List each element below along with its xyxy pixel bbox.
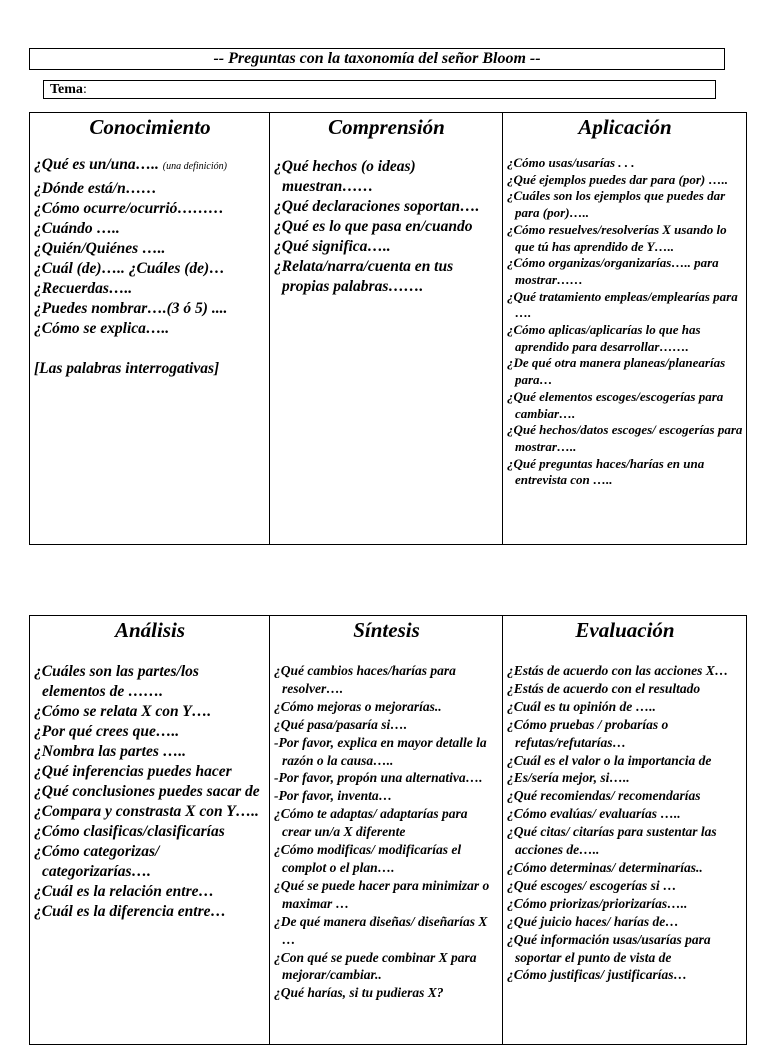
list-evaluacion bbox=[507, 662, 743, 984]
taxonomy-table-top bbox=[29, 112, 747, 545]
heading-comprension: Comprensión bbox=[328, 115, 445, 139]
list-item: ¿Cómo te adaptas/ adaptarías para crear un/a X diferente bbox=[274, 806, 468, 840]
cell-analisis bbox=[30, 616, 270, 1045]
list-item: ¿Cuál es la relación entre… bbox=[34, 883, 214, 900]
cell-conocimiento bbox=[30, 113, 270, 545]
list-item: ¿Qué pasa/pasaría si…. bbox=[274, 716, 408, 732]
list-item: ¿Qué declaraciones soportan…. bbox=[274, 198, 480, 215]
list-item: ¿Cómo resuelves/resolverías X usando lo que tú has aprendido de Y….. bbox=[507, 221, 727, 254]
list-item: ¿Cómo modificas/ modificarías el complot o el plan…. bbox=[274, 842, 462, 875]
list-item: ¿Cómo aplicas/aplicarías lo que has aprendido para desarrollar……. bbox=[507, 322, 701, 354]
list-item: ¿Cómo justificas/ justificarías… bbox=[507, 967, 688, 983]
list-item: ¿Cómo categorizas/ categorizarías…. bbox=[34, 843, 160, 880]
list-item: ¿Cómo determinas/ determinarías.. bbox=[507, 859, 703, 875]
list-item: ¿Qué elementos escoges/escogerías para cambiar…. bbox=[507, 388, 724, 421]
cell-evaluacion bbox=[503, 616, 747, 1045]
cell-aplicacion bbox=[503, 113, 747, 545]
list-item: ¿Es/sería mejor, si….. bbox=[507, 770, 630, 786]
tema-field[interactable] bbox=[43, 80, 716, 99]
heading-sintesis: Síntesis bbox=[353, 618, 420, 642]
list-item: ¿Qué es un/una….. (una definición) bbox=[34, 156, 227, 173]
list-item: ¿Puedes nombrar….(3 ó 5) .... bbox=[34, 300, 228, 317]
list-item: ¿Cuál (de)….. ¿Cuáles (de)… bbox=[34, 260, 225, 277]
list-item: ¿Qué escoges/ escogerías si … bbox=[507, 877, 677, 893]
list-item: ¿Qué preguntas haces/harías en una entrevista con ….. bbox=[507, 455, 705, 488]
cell-sintesis bbox=[270, 616, 503, 1045]
list-item: ¿Qué información usas/usarías para soportar el punto de vista de bbox=[507, 931, 711, 965]
document-title: -- Preguntas con la taxonomía del señor Bloom -- bbox=[29, 48, 725, 70]
list-item: ¿Cómo ocurre/ocurrió……… bbox=[34, 200, 224, 217]
tema-colon: : bbox=[82, 82, 87, 97]
list-item: ¿Cuál es tu opinión de ….. bbox=[507, 698, 656, 714]
list-item: ¿Nombra las partes ….. bbox=[34, 743, 186, 760]
list-item: ¿Cómo usas/usarías . . . bbox=[507, 155, 635, 170]
taxonomy-table-bottom bbox=[29, 615, 747, 1045]
list-item: ¿Cuál es la diferencia entre… bbox=[34, 903, 227, 920]
list-item: ¿Recuerdas….. bbox=[34, 280, 133, 297]
heading-conocimiento: Conocimiento bbox=[89, 115, 211, 139]
list-item: ¿Qué se puede hacer para minimizar o maximar … bbox=[274, 877, 490, 911]
list-item: ¿Qué tratamiento empleas/emplearías para …. bbox=[507, 288, 738, 321]
list-item: ¿Dónde está/n…… bbox=[34, 180, 157, 197]
list-item: ¿Cómo se explica….. bbox=[34, 320, 170, 337]
list-item: ¿Qué conclusiones puedes sacar de bbox=[34, 783, 260, 800]
list-conocimiento bbox=[34, 157, 266, 339]
list-item: ¿Qué ejemplos puedes dar para (por) ….. bbox=[507, 171, 728, 187]
list-analisis bbox=[34, 662, 266, 922]
list-item: ¿Cómo mejoras o mejorarías.. bbox=[274, 698, 442, 714]
list-item: ¿Cómo se relata X con Y…. bbox=[34, 703, 212, 720]
interrogative-note: [Las palabras interrogativas] bbox=[34, 360, 220, 377]
list-item: ¿Estás de acuerdo con las acciones X… bbox=[507, 663, 729, 678]
list-item: ¿Compara y constrasta X con Y….. bbox=[34, 803, 259, 820]
list-item: -Por favor, inventa… bbox=[274, 788, 393, 804]
list-item: -Por favor, explica en mayor detalle la razón o la causa….. bbox=[274, 734, 487, 768]
heading-evaluacion: Evaluación bbox=[575, 618, 675, 642]
list-item: -Por favor, propón una alternativa…. bbox=[274, 770, 483, 786]
list-item: ¿Qué hechos (o ideas) muestran…… bbox=[274, 158, 416, 195]
list-item: ¿Qué citas/ citarías para sustentar las acciones de….. bbox=[507, 824, 717, 858]
definition-note: (una definición) bbox=[162, 161, 227, 172]
list-item: ¿Cuándo ….. bbox=[34, 220, 120, 237]
list-item: ¿Relata/narra/cuenta en tus propias palabras……. bbox=[274, 258, 454, 295]
list-aplicacion bbox=[507, 155, 743, 489]
list-item: ¿Qué recomiendas/ recomendarías bbox=[507, 788, 701, 804]
list-item: ¿Por qué crees que….. bbox=[34, 723, 180, 740]
list-item: ¿Cómo pruebas / probarías o refutas/refutarías… bbox=[507, 716, 669, 750]
heading-aplicacion: Aplicación bbox=[578, 115, 672, 139]
list-item: ¿Cómo priorizas/priorizarías….. bbox=[507, 895, 688, 911]
list-item: ¿Qué significa….. bbox=[274, 238, 391, 255]
list-item: ¿Quién/Quiénes ….. bbox=[34, 240, 166, 257]
list-item: ¿Con qué se puede combinar X para mejorar/cambiar.. bbox=[274, 949, 477, 983]
list-item: ¿Qué es lo que pasa en/cuando bbox=[274, 218, 473, 235]
heading-analisis: Análisis bbox=[114, 618, 186, 642]
list-comprension bbox=[274, 157, 499, 297]
list-item: ¿Cuáles son las partes/los elementos de ……. bbox=[34, 663, 199, 700]
list-item: ¿Qué harías, si tu pudieras X? bbox=[274, 985, 444, 1001]
list-item: ¿Cuál es el valor o la importancia de bbox=[507, 752, 712, 768]
list-item: ¿Qué juicio haces/ harías de… bbox=[507, 913, 679, 929]
list-item: ¿Qué inferencias puedes hacer bbox=[34, 763, 232, 780]
list-item: ¿De qué otra manera planeas/planearías para… bbox=[507, 355, 726, 388]
list-item: ¿Cómo organizas/organizarías….. para mostrar…… bbox=[507, 255, 719, 287]
list-item: ¿Cuáles son los ejemplos que puedes dar para (por)….. bbox=[507, 188, 726, 221]
list-item: ¿De qué manera diseñas/ diseñarías X … bbox=[274, 913, 488, 947]
list-item: ¿Qué hechos/datos escoges/ escogerías para mostrar….. bbox=[507, 422, 743, 454]
tema-label: Tema bbox=[50, 82, 83, 97]
list-item: ¿Estás de acuerdo con el resultado bbox=[507, 680, 701, 696]
list-sintesis bbox=[274, 662, 499, 1002]
cell-comprension bbox=[270, 113, 503, 545]
list-item: ¿Cómo evalúas/ evaluarías ….. bbox=[507, 806, 681, 822]
list-item: ¿Qué cambios haces/harías para resolver…. bbox=[274, 663, 456, 696]
list-item: ¿Cómo clasificas/clasificarías bbox=[34, 823, 225, 840]
